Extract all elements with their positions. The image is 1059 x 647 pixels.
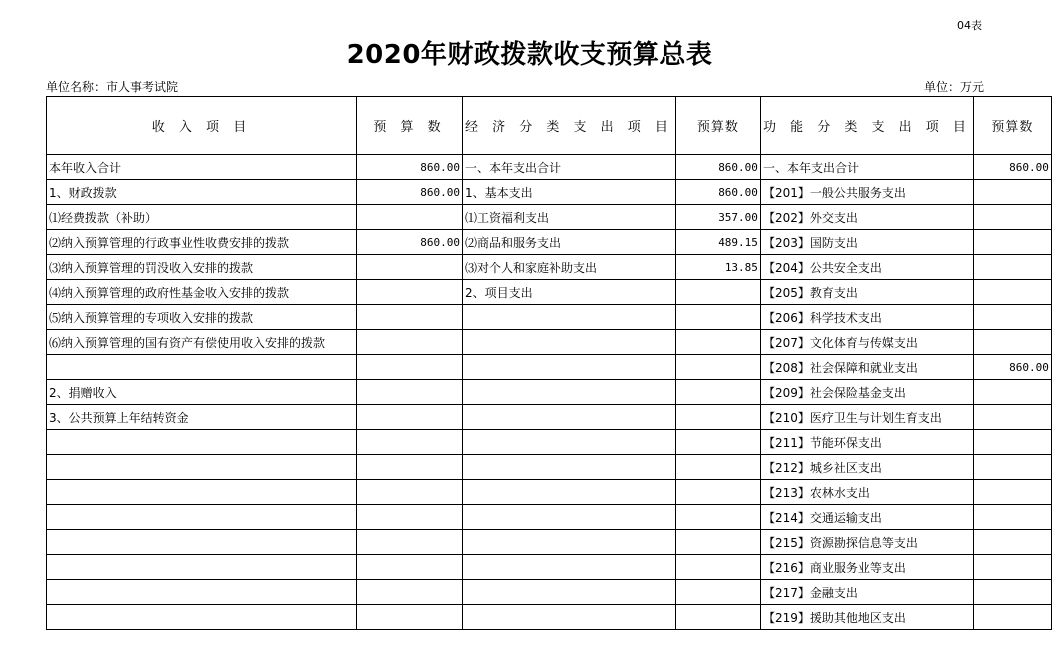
- header-econ-budget: 预算数: [675, 97, 760, 155]
- econ-budget-cell: [675, 405, 760, 430]
- func-item-cell: 【210】医疗卫生与计划生育支出: [760, 405, 973, 430]
- table-row: [47, 555, 1052, 580]
- econ-budget-cell: [675, 605, 760, 630]
- income-budget-cell: [357, 580, 463, 605]
- econ-item-cell: [463, 405, 676, 430]
- income-budget-cell: [357, 505, 463, 530]
- econ-item-cell: [463, 530, 676, 555]
- func-item-cell: 【205】教育支出: [760, 280, 973, 305]
- econ-item-cell: [463, 305, 676, 330]
- income-item-cell: [47, 480, 357, 505]
- func-item-cell: 【212】城乡社区支出: [760, 455, 973, 480]
- income-item-cell: [47, 430, 357, 455]
- func-item-cell: 【215】资源勘探信息等支出: [760, 530, 973, 555]
- income-item-cell: ⑷纳入预算管理的政府性基金收入安排的拨款: [47, 280, 357, 305]
- func-budget-cell: [973, 380, 1051, 405]
- table-row: [47, 155, 1052, 180]
- income-item-cell: [47, 605, 357, 630]
- func-item-cell: 【207】文化体育与传媒支出: [760, 330, 973, 355]
- econ-item-cell: [463, 355, 676, 380]
- table-row: [47, 280, 1052, 305]
- income-item-cell: 本年收入合计: [47, 155, 357, 180]
- econ-budget-cell: [675, 580, 760, 605]
- unit-name: 单位名称：市人事考试院: [46, 80, 179, 94]
- func-item-cell: 【211】节能环保支出: [760, 430, 973, 455]
- table-row: [47, 355, 1052, 380]
- econ-item-cell: ⑶对个人和家庭补助支出: [463, 255, 676, 280]
- func-budget-cell: [973, 455, 1051, 480]
- income-item-cell: [47, 505, 357, 530]
- func-item-cell: 【214】交通运输支出: [760, 505, 973, 530]
- econ-budget-cell: [675, 430, 760, 455]
- income-item-cell: [47, 555, 357, 580]
- table-row: [47, 430, 1052, 455]
- econ-budget-cell: [675, 530, 760, 555]
- econ-budget-cell: 357.00: [675, 205, 760, 230]
- econ-item-cell: [463, 455, 676, 480]
- func-budget-cell: [973, 430, 1051, 455]
- econ-budget-cell: [675, 330, 760, 355]
- table-row: [47, 605, 1052, 630]
- func-budget-cell: [973, 230, 1051, 255]
- func-budget-cell: 860.00: [973, 155, 1051, 180]
- income-budget-cell: [357, 405, 463, 430]
- income-budget-cell: [357, 530, 463, 555]
- income-item-cell: ⑹纳入预算管理的国有资产有偿使用收入安排的拨款: [47, 330, 357, 355]
- income-budget-cell: [357, 205, 463, 230]
- table-row: [47, 405, 1052, 430]
- econ-item-cell: [463, 505, 676, 530]
- econ-item-cell: [463, 430, 676, 455]
- header-income-budget: 预 算 数: [357, 97, 463, 155]
- econ-item-cell: ⑴工资福利支出: [463, 205, 676, 230]
- table-row: [47, 230, 1052, 255]
- func-item-cell: 【209】社会保险基金支出: [760, 380, 973, 405]
- func-budget-cell: [973, 330, 1051, 355]
- income-budget-cell: [357, 355, 463, 380]
- income-budget-cell: [357, 480, 463, 505]
- func-budget-cell: [973, 405, 1051, 430]
- func-item-cell: 【201】一般公共服务支出: [760, 180, 973, 205]
- econ-item-cell: [463, 380, 676, 405]
- func-budget-cell: [973, 530, 1051, 555]
- econ-budget-cell: [675, 480, 760, 505]
- func-budget-cell: [973, 205, 1051, 230]
- func-item-cell: 【219】援助其他地区支出: [760, 605, 973, 630]
- income-item-cell: [47, 530, 357, 555]
- table-row: [47, 505, 1052, 530]
- econ-budget-cell: 489.15: [675, 230, 760, 255]
- econ-budget-cell: 860.00: [675, 155, 760, 180]
- func-item-cell: 【217】金融支出: [760, 580, 973, 605]
- func-item-cell: 【202】外交支出: [760, 205, 973, 230]
- table-row: [47, 455, 1052, 480]
- func-budget-cell: 860.00: [973, 355, 1051, 380]
- income-budget-cell: [357, 605, 463, 630]
- econ-budget-cell: [675, 380, 760, 405]
- econ-item-cell: 2、项目支出: [463, 280, 676, 305]
- func-budget-cell: [973, 480, 1051, 505]
- income-item-cell: ⑴经费拨款（补助）: [47, 205, 357, 230]
- func-budget-cell: [973, 280, 1051, 305]
- func-item-cell: 【216】商业服务业等支出: [760, 555, 973, 580]
- econ-item-cell: ⑵商品和服务支出: [463, 230, 676, 255]
- income-item-cell: ⑶纳入预算管理的罚没收入安排的拨款: [47, 255, 357, 280]
- func-item-cell: 【206】科学技术支出: [760, 305, 973, 330]
- form-code: 04表: [957, 19, 982, 32]
- table-row: [47, 180, 1052, 205]
- econ-item-cell: [463, 555, 676, 580]
- header-row: [47, 97, 1052, 155]
- func-item-cell: 【204】公共安全支出: [760, 255, 973, 280]
- budget-table: [46, 96, 1052, 630]
- page-title: 2020年财政拨款收支预算总表: [346, 40, 713, 70]
- income-budget-cell: [357, 430, 463, 455]
- income-budget-cell: [357, 455, 463, 480]
- income-budget-cell: [357, 280, 463, 305]
- econ-item-cell: [463, 605, 676, 630]
- econ-budget-cell: 13.85: [675, 255, 760, 280]
- header-func-budget: 预算数: [973, 97, 1051, 155]
- econ-budget-cell: [675, 305, 760, 330]
- econ-item-cell: 1、基本支出: [463, 180, 676, 205]
- econ-budget-cell: 860.00: [675, 180, 760, 205]
- func-item-cell: 一、本年支出合计: [760, 155, 973, 180]
- income-item-cell: [47, 455, 357, 480]
- func-budget-cell: [973, 255, 1051, 280]
- currency-unit: 单位：万元: [923, 80, 984, 94]
- econ-item-cell: 一、本年支出合计: [463, 155, 676, 180]
- func-budget-cell: [973, 505, 1051, 530]
- table-row: [47, 255, 1052, 280]
- func-item-cell: 【213】农林水支出: [760, 480, 973, 505]
- econ-item-cell: [463, 330, 676, 355]
- econ-budget-cell: [675, 555, 760, 580]
- func-budget-cell: [973, 555, 1051, 580]
- econ-item-cell: [463, 580, 676, 605]
- income-item-cell: ⑵纳入预算管理的行政事业性收费安排的拨款: [47, 230, 357, 255]
- table-row: [47, 580, 1052, 605]
- header-econ-item: 经 济 分 类 支 出 项 目: [463, 97, 676, 155]
- econ-budget-cell: [675, 280, 760, 305]
- econ-budget-cell: [675, 505, 760, 530]
- func-item-cell: 【208】社会保障和就业支出: [760, 355, 973, 380]
- econ-budget-cell: [675, 455, 760, 480]
- income-budget-cell: [357, 555, 463, 580]
- income-item-cell: 2、捐赠收入: [47, 380, 357, 405]
- income-item-cell: 3、公共预算上年结转资金: [47, 405, 357, 430]
- header-income-item: 收 入 项 目: [47, 97, 357, 155]
- econ-item-cell: [463, 480, 676, 505]
- income-budget-cell: 860.00: [357, 155, 463, 180]
- table-row: [47, 330, 1052, 355]
- table-row: [47, 380, 1052, 405]
- table-row: [47, 305, 1052, 330]
- func-item-cell: 【203】国防支出: [760, 230, 973, 255]
- table-row: [47, 205, 1052, 230]
- income-budget-cell: 860.00: [357, 230, 463, 255]
- header-func-item: 功 能 分 类 支 出 项 目: [760, 97, 973, 155]
- income-budget-cell: [357, 305, 463, 330]
- income-item-cell: [47, 580, 357, 605]
- income-budget-cell: [357, 380, 463, 405]
- income-item-cell: ⑸纳入预算管理的专项收入安排的拨款: [47, 305, 357, 330]
- income-budget-cell: 860.00: [357, 180, 463, 205]
- income-item-cell: [47, 355, 357, 380]
- table-row: [47, 480, 1052, 505]
- func-budget-cell: [973, 580, 1051, 605]
- income-item-cell: 1、财政拨款: [47, 180, 357, 205]
- income-budget-cell: [357, 255, 463, 280]
- income-budget-cell: [357, 330, 463, 355]
- func-budget-cell: [973, 605, 1051, 630]
- econ-budget-cell: [675, 355, 760, 380]
- table-row: [47, 530, 1052, 555]
- func-budget-cell: [973, 180, 1051, 205]
- func-budget-cell: [973, 305, 1051, 330]
